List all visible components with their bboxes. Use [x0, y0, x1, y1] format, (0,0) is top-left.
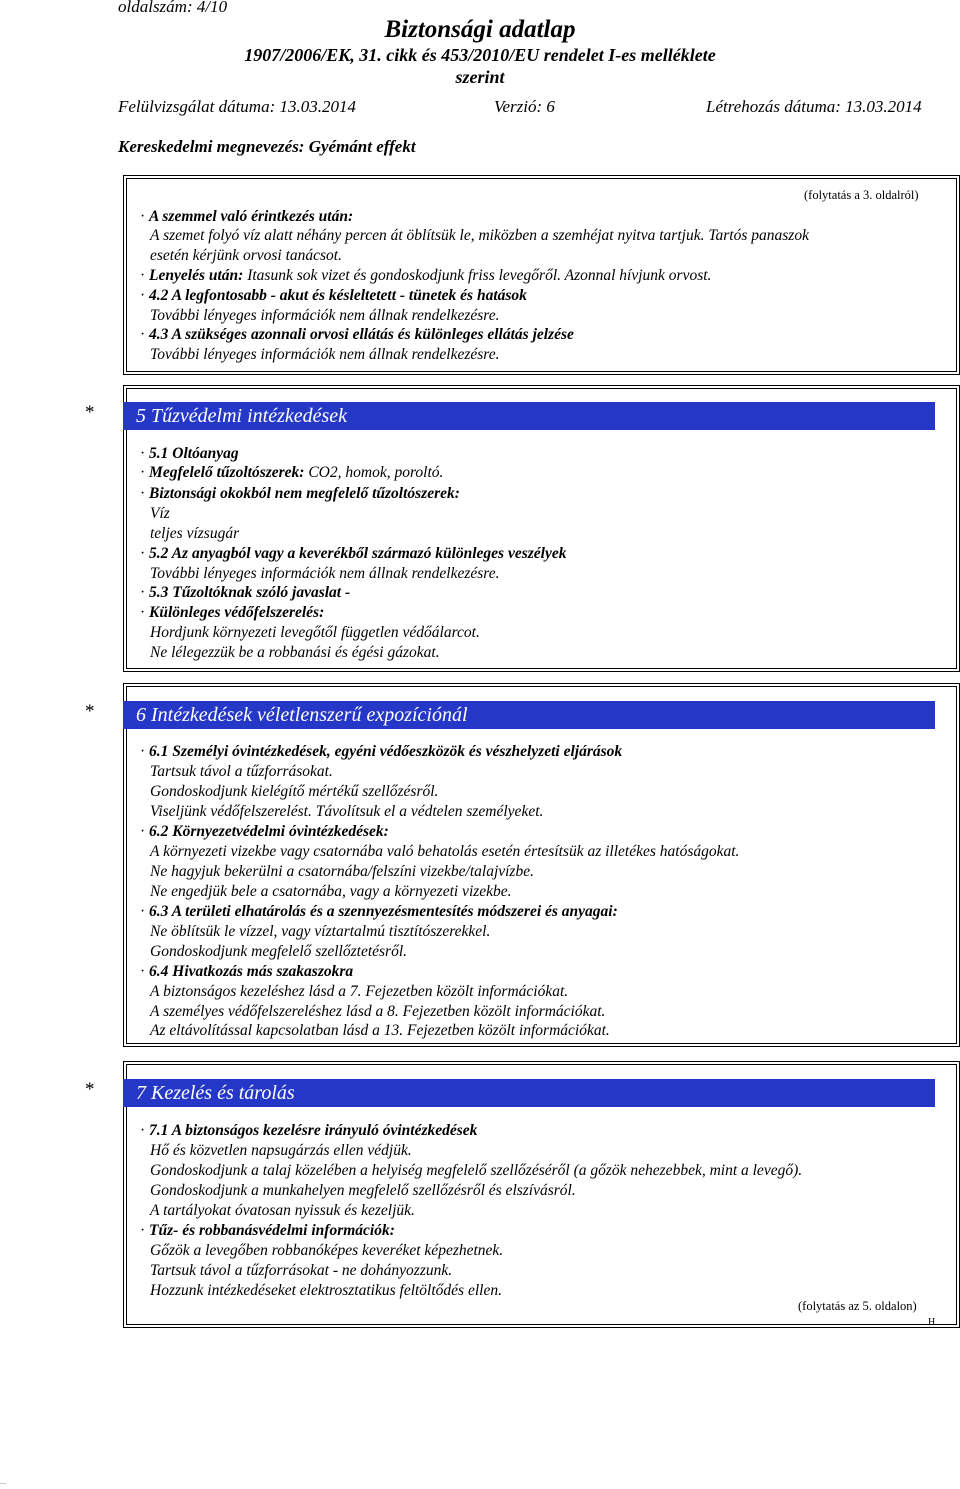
unsuitable-extinguisher-1: Víz: [150, 505, 170, 522]
fire-explosion-text-2: Tartsuk távol a tűzforrásokat - ne dohányozzunk.: [150, 1262, 453, 1279]
section-7-1-heading: · 7.1 A biztonságos kezelésre irányuló óvintézkedések: [140, 1121, 477, 1141]
section-6-1-heading: · 6.1 Személyi óvintézkedések, egyéni védőeszközök és vészhelyzeti eljárások: [140, 742, 622, 762]
protective-equipment-2: Ne lélegezzük be a robbanási és égési gázokat.: [150, 644, 440, 661]
section-6-4-text-1: A biztonságos kezeléshez lásd a 7. Fejezetben közölt információkat.: [150, 983, 569, 1000]
unsuitable-extinguisher-label: · Biztonsági okokból nem megfelelő tűzoltószerek:: [140, 484, 460, 504]
section-6-1-text-3: Viseljünk védőfelszerelést. Távolítsuk el a védtelen személyeket.: [150, 803, 544, 820]
protective-equipment-1: Hordjunk környezeti levegőtől független védőálarcot.: [150, 624, 480, 641]
suitable-extinguisher-row: [140, 463, 443, 483]
eye-contact-text-2: esetén kérjünk orvosi tanácsot.: [150, 247, 342, 264]
footer-dots: ...: [0, 1477, 6, 1486]
section-6-3-text-2: Gondoskodjunk megfelelő szellőztetésről.: [150, 943, 407, 960]
section-5-title: 5 Tűzvédelmi intézkedések: [123, 402, 935, 430]
section-5-2-text: További lényeges információk nem állnak rendelkezésre.: [150, 565, 500, 582]
section-6-2-text-3: Ne engedjük bele a csatornába, vagy a környezeti vizekbe.: [150, 883, 512, 900]
section-4-3-heading: · 4.3 A szükséges azonnali orvosi ellátás és különleges ellátás jelzése: [140, 325, 574, 345]
fire-explosion-label: · Tűz- és robbanásvédelmi információk:: [140, 1221, 395, 1241]
section-6-2-text-2: Ne hagyjuk bekerülni a csatornába/felszíni vizekbe/talajvízbe.: [150, 863, 534, 880]
version: Verzió: 6: [494, 97, 555, 116]
section-4-2-heading: · 4.2 A legfontosabb - akut és késleltetett - tünetek és hatások: [140, 286, 527, 306]
continued-to: (folytatás az 5. oldalon): [798, 1299, 917, 1313]
section-4-3-text: További lényeges információk nem állnak rendelkezésre.: [150, 346, 500, 363]
section-4-2-text: További lényeges információk nem állnak rendelkezésre.: [150, 307, 500, 324]
change-marker-5: *: [85, 402, 95, 423]
protective-equipment-label: · Különleges védőfelszerelés:: [140, 603, 324, 623]
trade-name: Kereskedelmi megnevezés: Gyémánt effekt: [118, 137, 416, 156]
section-6-4-text-2: A személyes védőfelszereléshez lásd a 8. Fejezetben közölt információkat.: [150, 1003, 606, 1020]
section-6-4-heading: · 6.4 Hivatkozás más szakaszokra: [140, 962, 353, 982]
page-number: oldalszám: 4/10: [118, 0, 228, 16]
swallow-text: Itasunk sok vizet és gondoskodjunk friss levegőről. Azonnal hívjunk orvost.: [247, 267, 712, 284]
footer-mark: H: [928, 1317, 936, 1328]
section-6-3-text-1: Ne öblítsük le vízzel, vagy víztartalmú tisztítószerekkel.: [150, 923, 491, 940]
swallow-label: · Lenyelés után:: [140, 267, 243, 284]
review-date: Felülvizsgálat dátuma: 13.03.2014: [118, 97, 356, 116]
section-5-1-heading: · 5.1 Oltóanyag: [140, 444, 239, 464]
section-7-1-text-2: Gondoskodjunk a talaj közelében a helyiség megfelelő szellőzéséről (a gőzök nehezebbek, mint a levegő).: [150, 1162, 803, 1179]
regulation-line-2: szerint: [455, 67, 505, 87]
swallow-row: [140, 266, 711, 286]
change-marker-7: *: [85, 1079, 95, 1100]
eye-contact-label: · A szemmel való érintkezés után:: [140, 207, 353, 227]
section-7-1-text-3: Gondoskodjunk a munkahelyen megfelelő szellőzésről és elszívásról.: [150, 1182, 576, 1199]
section-6-2-text-1: A környezeti vizekbe vagy csatornába való behatolás esetén értesítsük az illetékes hatóságokat.: [150, 843, 740, 860]
eye-contact-text: A szemet folyó víz alatt néhány percen át öblítsük le, miközben a szemhéjat nyitva tartjuk. Tartós panaszok: [150, 227, 809, 244]
section-6-1-text-2: Gondoskodjunk kielégítő mértékű szellőzésről.: [150, 783, 439, 800]
section-6-1-text-1: Tartsuk távol a tűzforrásokat.: [150, 763, 333, 780]
continued-from: (folytatás a 3. oldalról): [804, 188, 919, 202]
suitable-extinguisher-text: CO2, homok, poroltó.: [308, 464, 444, 481]
section-7-1-text-4: A tartályokat óvatosan nyissuk és kezeljük.: [150, 1202, 415, 1219]
suitable-extinguisher-label: · Megfelelő tűzoltószerek:: [140, 464, 304, 481]
section-6-2-heading: · 6.2 Környezetvédelmi óvintézkedések:: [140, 822, 389, 842]
section-6-3-heading: · 6.3 A területi elhatárolás és a szennyezésmentesítés módszerei és anyagai:: [140, 902, 618, 922]
section-7-title: 7 Kezelés és tárolás: [123, 1079, 935, 1107]
section-6-4-text-3: Az eltávolítással kapcsolatban lásd a 13. Fejezetben közölt információkat.: [150, 1022, 610, 1039]
created-date: Létrehozás dátuma: 13.03.2014: [706, 97, 922, 116]
section-5-2-heading: · 5.2 Az anyagból vagy a keverékből származó különleges veszélyek: [140, 544, 567, 564]
regulation-line: 1907/2006/EK, 31. cikk és 453/2010/EU rendelet I-es melléklete: [244, 45, 716, 65]
fire-explosion-text-1: Gőzök a levegőben robbanóképes keveréket képezhetnek.: [150, 1242, 504, 1259]
section-5-3-heading: · 5.3 Tűzoltóknak szóló javaslat -: [140, 583, 350, 603]
change-marker-6: *: [85, 701, 95, 722]
fire-explosion-text-3: Hozzunk intézkedéseket elektrosztatikus feltöltődés ellen.: [150, 1282, 502, 1299]
section-6-title: 6 Intézkedések véletlenszerű expozíciónál: [123, 701, 935, 729]
section-7-1-text-1: Hő és közvetlen napsugárzás ellen védjük.: [150, 1142, 412, 1159]
document-title: Biztonsági adatlap: [384, 16, 576, 43]
unsuitable-extinguisher-2: teljes vízsugár: [150, 525, 240, 542]
